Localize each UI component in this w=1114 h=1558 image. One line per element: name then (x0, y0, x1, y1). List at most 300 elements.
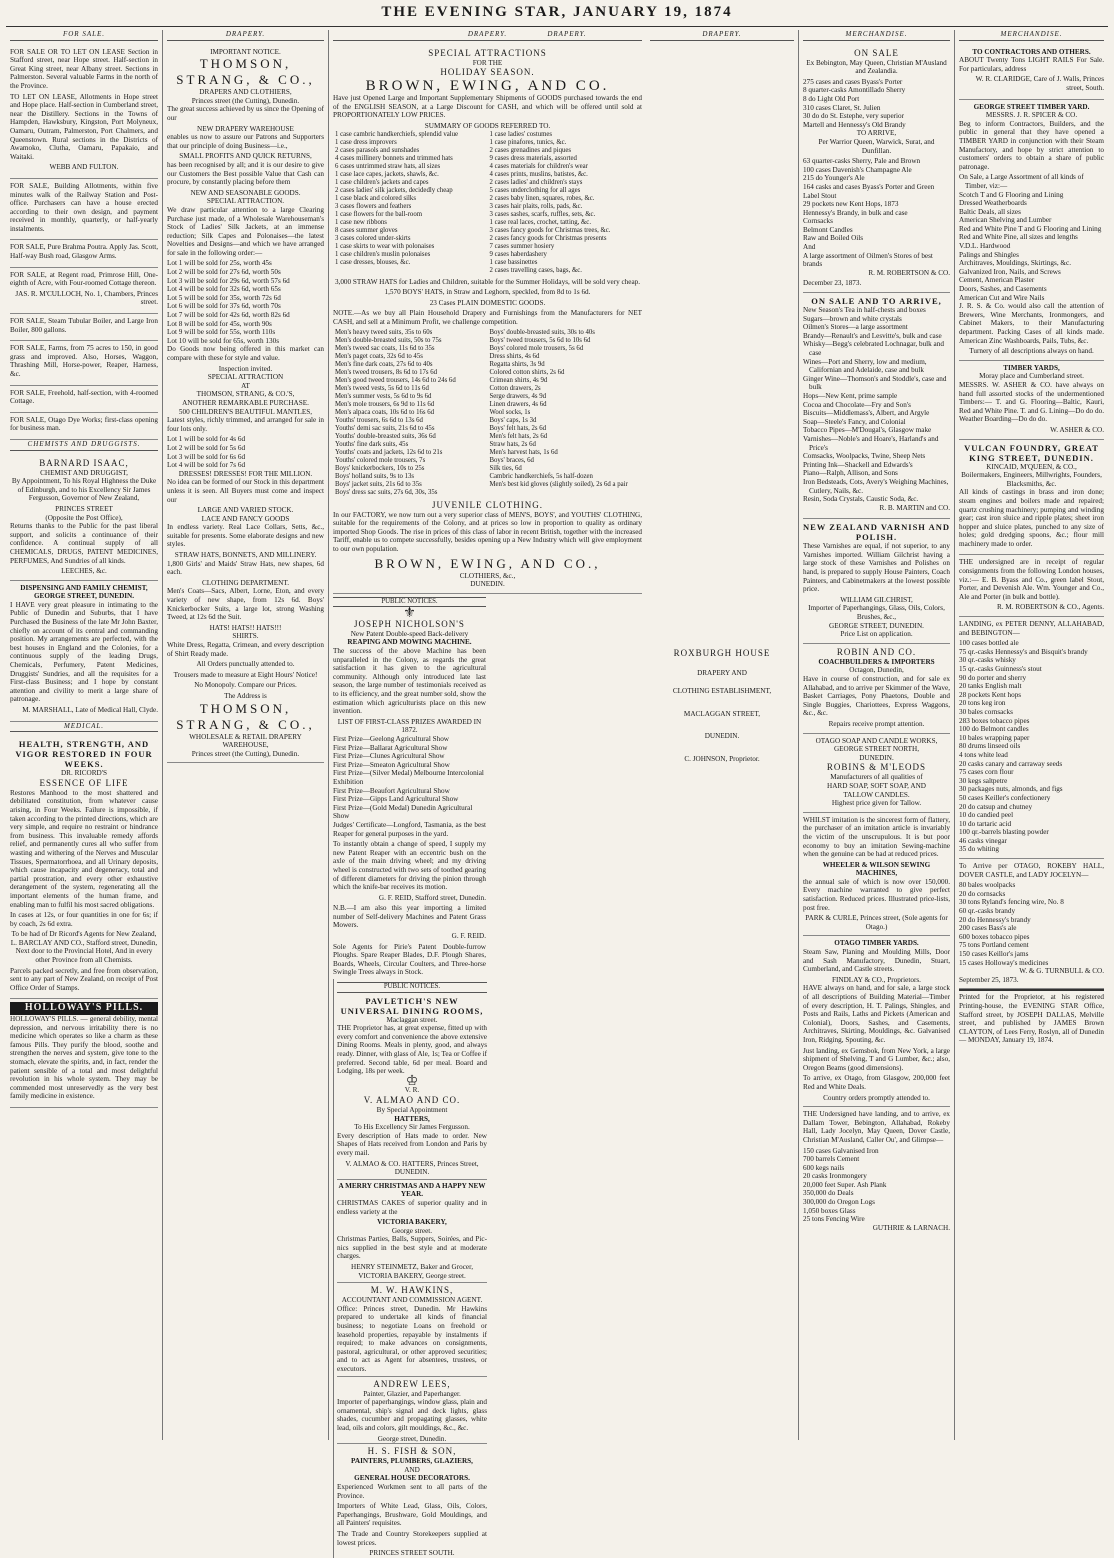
ad-text: New Patent Double-speed Back-delivery (350, 629, 469, 638)
ad-subheading: WILLIAM GILCHRIST, (840, 595, 913, 604)
list-item: 2 cases grenadines and piques (489, 146, 572, 154)
ad-text: FOR SALE, Freehold, half-section, with 4-roomed Cottage. (10, 388, 158, 406)
ad-text: Ex Bebington, May Queen, Christian M'Ausland and Zealandia. (806, 58, 947, 76)
list-item: 1 case cambric handkerchiefs, splendid value (335, 130, 459, 138)
list-item: Whisky—Begg's celebrated Lochnagar, bulk and case (803, 340, 944, 357)
list-item: 2 cases ladies' silk jackets, decidedly cheap (335, 186, 453, 194)
ad-text: Inspection invited. (218, 364, 273, 373)
ad-heading: A MERRY CHRISTMAS AND A HAPPY NEW YEAR. (337, 1179, 487, 1199)
list-item: 1 case flowers for the ball-room (335, 210, 423, 218)
ad-heading: BARNARD ISAAC, (39, 457, 129, 468)
ad-guthrie (803, 1107, 950, 1236)
ad-text: MESSRS. W. ASHER & CO. have always on hand full assorted stocks of the undermentioned Timbers:— T. and G. Flooring—Baltic, Kauri, Red and White Pine. T. and G. Lining—Do do do. Weather Boarding—Do do do. (959, 380, 1104, 424)
list-item: 80 drums linseed oils (959, 742, 1021, 751)
ad-heading: ANDREW LEES, (337, 1376, 487, 1390)
list-item: 4 cases materials for children's wear (489, 162, 588, 170)
ad-text: Have just Opened Large and Important Supplementary Shipments of GOODS purchased towards the end of the ENGLISH SEASON, at a Large Discount for CASH, and which will be offered until sold at PROPORTIONATELY LOW PRICES. (333, 94, 642, 120)
ad-text: Beg to inform Contractors, Builders, and the public in general that they have opened a TIMBER YARD in conjunction with their Steam Manufactory, and hope by strict attention to customers' orders to obtain a share of public patronage. (959, 119, 1104, 171)
ad-text: George street, Dunedin. (377, 1434, 447, 1443)
ad-text: Per Warrior Queen, Warwick, Surat, and Dunfillan. (818, 137, 935, 155)
ad-text: No Monopoly. Compare our Prices. (194, 681, 297, 690)
list-item: 20,000 feet Super. Ash Plank (803, 1180, 887, 1189)
ad-heading: SPECIAL ATTRACTIONS (428, 47, 547, 58)
column-head: DRAPERY. (650, 30, 794, 41)
ad-text: the annual sale of which is now over 150,000. Every machine warranted to give perfect satisfaction. Reduced prices. Illustrated price-lists, post free. (803, 877, 950, 912)
ad-subheading: THOMSON, STRANG, & CO.'S, (196, 390, 295, 399)
ad-subheading: SPECIAL ATTRACTION (207, 373, 284, 382)
ad-subheading: DUNEDIN. (704, 732, 740, 741)
list-item: Men's tweed trousers, 8s 6d to 17s 6d (335, 368, 438, 376)
list-item: Regatta shirts, 3s 9d (489, 360, 545, 368)
ad-robin (803, 644, 950, 734)
column-head: MERCHANDISE. (803, 30, 950, 41)
ad-subheading: GEORGE STREET NORTH, (833, 745, 920, 754)
ad-text: Maclaggan street. (386, 1015, 438, 1024)
ad-freehold (10, 386, 158, 413)
ad-subheading: REAPING AND MOWING MACHINE. (347, 638, 472, 647)
list-item: 1 case children's muslin polonaises (335, 250, 431, 258)
ad-text: Turnery of all descriptions always on hand. (969, 347, 1094, 356)
list-item: 15 cases Holloway's medicines (959, 958, 1049, 967)
ad-signature: W. & G. TURNBULL & CO. (1019, 967, 1104, 976)
list-item: Lot 4 will be sold for 32s 6d, worth 65s (167, 285, 281, 294)
lot-list (167, 435, 324, 469)
ad-text: J. R. S. & Co. would also call the attention of Brewers, Wine Merchants, Ironmongers, and Cabinet Makers, to their Manufacturing department. Packing Cases of all kinds made. American Zinc Washboards, Pails, Tubs, &c. (959, 302, 1104, 345)
ad-heading: DISPENSING AND FAMILY CHEMIST, GEORGE STREET, DUNEDIN. (20, 583, 148, 601)
list-item: 600 kegs nails (803, 1163, 845, 1172)
list-item: 75 tons Portland cement (959, 941, 1029, 950)
ad-subheading: GENERAL HOUSE DECORATORS. (354, 1474, 470, 1483)
list-item: Men's summer vests, 5s 6d to 9s 6d (335, 392, 432, 400)
list-item: 20 tanks English malt (959, 682, 1022, 691)
list-item: Men's fine dark coats, 27s 6d to 40s (335, 360, 433, 368)
ad-subheading: DRAPERS AND CLOTHIERS, (199, 88, 292, 97)
ad-subheading: PRINCES STREET SOUTH. (369, 1549, 455, 1558)
ad-signature: W. R. CLARIDGE, Care of J. Walls, Princes street, South. (975, 75, 1104, 92)
ad-text: We draw particular attention to a large Clearing Purchase just made, of a Wholesale Warehouseman's Stock of Ladies' Silk Jackets, at an immense reduction; Silk Capes and Polonaises—the latest Novelties and Designs—and which we have arranged for sale in the following order:— (167, 205, 324, 257)
ad-text: LANDING, ex PETER DENNY, ALLAHABAD, and BEBINGTON— (959, 620, 1104, 637)
ad-text: TO LET ON LEASE, Allotments in Hope street and Hope place. Half-section in Cumberland street, near the Distillery. Sections in the Towns of Hampden, Hawksbury, Kingston, Port Molyneux, Oamaru, Outram, Palmerston, Port Chalmers, and Queenstown. Rural sections in the Districts of Awamoko, Clutha, Oamaru, Papakaio, and Waitaki. (10, 92, 158, 161)
column-head: FOR SALE. (10, 30, 158, 41)
ad-text: Importer of Paperhangings, Glass, Oils, Colors, Brushes, &c., (808, 604, 945, 622)
ad-subheading: LIST OF FIRST-CLASS PRIZES AWARDED IN 1872. (337, 717, 482, 735)
ad-text: Returns thanks to the Public for the past liberal support, and solicits a continuance of their confidence. A continual supply of all CHEMICALS, DRUGS, PATENT MEDICINES, PERFUMES, And Sundries of all kinds. (10, 522, 158, 565)
list-item: 100 do Belmont candles (959, 725, 1029, 734)
ad-text: To instantly obtain a change of speed, I supply my new Patent Reaper with an eccentric bush on the axle of the main driving wheel; and my driving wheel is constructed with two sets of toothed gearing of different diameters for driving the pinion through which the knife-bar receives its motion. (333, 840, 486, 892)
list-item: 100 cases Davenish's Champagne Ale (803, 165, 912, 174)
list-item: Ginger Wine—Thomson's and Stoddle's, case and bulk (803, 374, 947, 392)
goods-right (488, 131, 643, 275)
list-item: American Cut and Wire Nails (959, 293, 1045, 302)
list-item: Youths' demi sac suits, 21s 6d to 45s (335, 424, 435, 432)
ad-signature: M. MARSHALL, Late of Medical Hall, Clyde. (22, 706, 158, 714)
list-item: Men's harvest hats, 1s 6d (489, 448, 558, 456)
ad-subheading: HARD SOAP, SOFT SOAP, AND (827, 781, 926, 790)
list-item: Hennessy's Brandy, in bulk and case (803, 208, 908, 217)
ad-subheading: SMALL PROFITS AND QUICK RETURNS, (179, 152, 312, 161)
column-head: MERCHANDISE. (959, 30, 1104, 41)
section-head: MEDICAL. (10, 722, 158, 733)
list-item: Boys' tweed trousers, 5s 6d to 10s 6d (489, 336, 591, 344)
column-5 (646, 30, 798, 1440)
list-item: Lot 10 will be sold for 65s, worth 130s (167, 336, 279, 345)
list-item: 283 boxes tobacco pipes (959, 716, 1030, 725)
list-item: 150 cases Keillor's jams (959, 950, 1029, 958)
ad-subheading: SUMMARY OF GOODS REFERRED TO. (424, 121, 551, 130)
list-item: Galvanized Iron, Nails, and Screws (959, 267, 1061, 276)
list-item: Lot 2 will be sold for 5s 6d (167, 443, 246, 452)
list-item: Linen drawers, 4s 6d (489, 400, 547, 408)
ad-text: 23 Cases PLAIN DOMESTIC GOODS. (429, 298, 546, 307)
list-item: Men's good tweed trousers, 14s 6d to 24s 6d (335, 376, 456, 384)
list-item: 1,050 boxes Glass (803, 1206, 856, 1215)
ad-text: Every description of Hats made to order. New Shapes of Hats received from London and Paris by every mail. (337, 1131, 487, 1157)
ad-heading: ESSENCE OF LIFE (39, 777, 129, 788)
ad-text: N.B.—I am also this year importing a limited number of Self-delivery Machines and Patent Grass Mowers. (333, 904, 486, 930)
list-item: Lot 9 will be sold for 55s, worth 110s (167, 328, 276, 337)
list-item: 20 do catsup and chutney (959, 802, 1033, 811)
list-item: Boys' holland suits, 9s to 13s (335, 472, 415, 480)
list-item: 9 cases haberdashery (489, 250, 547, 258)
list-item: V.D.L. Hardwood (959, 242, 1011, 251)
list-item: Iron Bedsteads, Cots, Avery's Weighing Machines, Cutlery, Nails, &c. (803, 477, 949, 495)
ad-text: 1,800 Girls' and Maids' Straw Hats, new shapes, 6d each. (167, 559, 324, 577)
list-item: Cambric handkerchiefs, 5s half-dozen (489, 472, 593, 480)
column-head: DRAPERY. (333, 30, 642, 41)
list-item: Printing Ink—Shackell and Edwards's (803, 460, 913, 469)
ad-text: THE Proprietor has, at great expense, fitted up with every comfort and convenience the above extensive Dining Rooms. Meals in plenty, good, and always ready. Dinner, with glass of Ale, 1s; Tea or Coffee if preferred. Second table, 6d per meal. Board and Lodging, 18s per week. (337, 1024, 487, 1076)
ad-text: Have in course of construction, and for sale ex Allahabad, and to arrive per Skimmer of the Wave, Basket Carriages, Pony Phaetons, Double and Single Buggies, Chariottees, Express Waggons, &c., &c. (803, 675, 950, 718)
ad-text: enables us now to assure our Patrons and Supporters that our principle of doing Business—i.e., (167, 133, 324, 150)
ad-subheading: DR. RICORD'S (60, 769, 108, 778)
ad-text: Boilermakers, Engineers, Millwrights, Founders, Blacksmiths, &c. (961, 471, 1102, 488)
list-item: Men's felt hats, 2s 6d (489, 432, 548, 440)
list-item: Serge drawers, 4s 9d (489, 392, 547, 400)
list-item: First Prize—Clunes Agricultural Show (333, 752, 445, 761)
ad-subheading: 500 CHILDREN'S BEAUTIFUL MANTLES, (178, 407, 313, 416)
list-item: 150 cases Galvanised Iron (803, 1146, 879, 1155)
list-item: Youths' double-breasted suits, 36s 6d (335, 432, 436, 440)
ad-heading: V. ALMAO AND CO. (363, 1094, 461, 1105)
ad-text: Office: Princes street, Dunedin. Mr Hawkins prepared to undertake all kinds of financial business; to negotiate Loans on freehold or leasehold properties, repayable by instalments if required; to make advances on consignments, pastoral, agricultural, or other approved securities; and to act as Agent for absentees, trustees, or executors. (337, 1304, 487, 1373)
ad-subheading: PRINCES STREET (55, 504, 113, 513)
column-head: DRAPERY. (167, 30, 324, 41)
ad-subheading: WHOLESALE & RETAIL DRAPERY WAREHOUSE, (189, 732, 302, 750)
list-item: Hops—New Kent, prime sample (803, 391, 898, 400)
ad-subheading: COACHBUILDERS & IMPORTERS (818, 657, 935, 666)
list-item: Youths' fine dark suits, 45s (335, 440, 409, 448)
ad-vulcan (959, 440, 1104, 556)
ad-text: In cases at 12s, or four quantities in one for 6s; if by coach, 2s 6d extra. (10, 911, 158, 928)
ad-text: HOLLOWAY'S PILLS. — general debility, mental depression, and nervous irritability there is no medicine which operates so like a charm as these famous Pills. They purify the blood, soothe and strengthen the nerves and system, give tone to the stomach, elevate the spirits, and, in fact, render the patient sensible of a total and most delightful revolution in his whole system. They may be commended most unreservedly as the very best family medicine in existence. (10, 1015, 158, 1101)
list-item: 600 boxes tobacco pipes (959, 932, 1030, 941)
ad-text: Importer of paperhangings, window glass, plain and ornamental, ship's signal and deck lights, glass shades, cucumber and propagating glasses, white lead, oils and colors, gilt mouldings, &c., &c. (337, 1398, 487, 1432)
list-item: Cocoa and Chocolate—Fry and Son's (803, 400, 911, 409)
ad-subheading: CHEMIST AND DRUGGIST, (40, 468, 128, 477)
ad-heading: OTAGO SOAP AND CANDLE WORKS, (815, 736, 938, 745)
list-item: 2 cases travelling cases, bags, &c. (489, 266, 582, 274)
ad-text: THE undersigned are in receipt of regular consignments from the following London houses, viz.:— E. B. Byass and Co., green label Stout, Porter, and Devenish Ale. Wm. Younger and Co., Ale and Porter (in bulk and bottle). (959, 558, 1104, 601)
list-item: 100 qr.-barrels blasting powder (959, 828, 1049, 837)
ad-heading: OTAGO TIMBER YARDS. (834, 939, 919, 948)
list-item: 20 casks Ironmongery (803, 1172, 867, 1181)
ad-subheading: TALLOW CANDLES. (843, 790, 910, 799)
ad-text: AT (241, 381, 250, 390)
column-2 (162, 30, 328, 1440)
list-item: Oilmen's Stores—a large assortment (803, 323, 908, 332)
list-item: 6 cases untrimmed straw hats, all sizes (335, 162, 441, 170)
ad-text: Christmas Parties, Balls, Suppers, Soirées, and Pic-nics supplied in the best style and at moderate charges. (337, 1235, 487, 1261)
list-item: Boys' felt hats, 2s 6d (489, 424, 547, 432)
ad-subheading: DRAPERY AND (697, 668, 747, 677)
list-item: Baltic Deals, all sizes (959, 207, 1021, 216)
ad-signature: W. ASHER & CO. (1050, 425, 1104, 434)
list-item: 75 cases corn flour (959, 768, 1014, 777)
ad-text: Country orders promptly attended to. (823, 1093, 930, 1102)
list-item: 200 cases Bass's ale (959, 924, 1017, 933)
ad-text: Importers of White Lead, Glass, Oils, Colors, Paperhangings, Brushware, Gold Mouldings, and all Painters' requisites. (337, 1502, 487, 1528)
ad-asher (959, 361, 1104, 440)
ad-subheading: SHIRTS. (232, 632, 259, 641)
table-row (333, 131, 642, 275)
imprint: Printed for the Proprietor, at his registered Printing-house, the EVENING STAR Office, Stafford street, by JOSEPH DALLAS, Melville street, and published by JAMES Brown CLAYTON, of Lees Ferry, Roslyn, all of Dunedin — MONDAY, January 19, 1874. (959, 989, 1104, 1045)
masthead-rule (6, 26, 1108, 27)
ad-text: Trousers made to measure at Eight Hours' Notice! (173, 670, 318, 679)
list-item: 1 case pinafores, tunics, &c. (489, 138, 567, 146)
list-item: Lot 3 will be sold for 6s 6d (167, 452, 246, 461)
ad-subheading: MESSRS. J. R. SPICER & CO. (985, 111, 1078, 120)
mens-right (488, 329, 643, 497)
list-item: 90 do porter and sherry (959, 673, 1027, 682)
ad-thomson (167, 45, 324, 764)
ad-text: Price List on application. (840, 630, 913, 639)
list-item: 1 case bassinettes (489, 258, 538, 266)
ad-heading: JOSEPH NICHOLSON'S (354, 618, 465, 629)
goods-table (333, 131, 642, 275)
ad-ricord (10, 736, 158, 999)
ad-signature: FINDLAY & CO., Proprietors. (832, 975, 921, 984)
ad-text: THE Undersigned have landing, and to arrive, ex Dallam Tower, Bebington, Allahabad, Rokeby Hall, Lady Jocelyn, May Queen, Dover Castle, Christian M'Ausland, Caller Ou', and Glimpse— (803, 1110, 950, 1144)
list-item: 30 packages nuts, almonds, and figs (959, 785, 1063, 794)
lot-list (167, 259, 324, 345)
list-item: 30 qr.-casks whisky (959, 656, 1016, 665)
ad-heading: JUVENILE CLOTHING. (432, 499, 543, 510)
mens-left (333, 329, 488, 497)
ad-heading: GEORGE STREET TIMBER YARD. (973, 102, 1090, 111)
ad-signature: JAS. R. M'CULLOCH, No. 1, Chambers, Princes street. (15, 289, 158, 307)
ad-signature: HENRY STEINMETZ, Baker and Grocer, VICTORIA BAKERY, George street. (351, 1263, 473, 1280)
list-item: 300,000 do Oregon Logs (803, 1198, 875, 1207)
ad-subheading: SPECIAL ATTRACTION. (206, 197, 285, 206)
list-item: Raw and Boiled Oils (803, 234, 864, 243)
ad-heading: M. W. HAWKINS, (337, 1282, 487, 1296)
list-item: 164 casks and cases Byass's Porter and Green Label Stout (803, 182, 935, 200)
list-item: 1 case dresses, blouses, &c. (335, 258, 411, 266)
ad-rails (959, 45, 1104, 100)
list-item: 2 cases fancy goods for Christmas presents (489, 234, 607, 242)
list-item: Men's tweed vests, 5s 6d to 11s 6d (335, 384, 429, 392)
ad-text: V. R. (404, 1086, 420, 1095)
list-item: 350,000 do Deals (803, 1189, 854, 1198)
list-item: 50 cases Keiller's confectionery (959, 793, 1051, 802)
ad-heading: HOLLOWAY'S PILLS. (10, 1002, 158, 1015)
ad-wheeler (803, 813, 950, 937)
ad-text: The success of the above Machine has been unparalleled in the Colony, as regards the great satisfaction it has given to the agricultural community. Although only introduced late last season, the large number of testimonials received as to its efficiency, and the great number sold, show the estimation which agriculturists place on this new invention. (333, 647, 486, 716)
ad-martin (803, 293, 950, 519)
ad-text: ABOUT Twenty Tons LIGHT RAILS For Sale. For particulars, address (959, 56, 1104, 73)
list-item: Lot 2 will be sold for 27s 6d, worth 50s (167, 268, 281, 277)
ad-text: DUNEDIN. (859, 753, 894, 762)
ad-text: All kinds of castings in brass and iron done; steam engines and boilers made and repaired; quartz crushing machinery; pumping and winding gear; cast iron sluice and ripple plates; sheet iron hopper and sluice plates, punched to any size of holes; gold dredging spoons, &c.; flour mill machinery made to order. (959, 488, 1104, 548)
list-item: 3 cases hair plaits, rolls, pads, &c. (489, 202, 583, 210)
public-notices-right (333, 979, 487, 1558)
list-item: 700 barrels Cement (803, 1155, 860, 1164)
ad-for-sale (10, 45, 158, 179)
list-item: First Prize—(Silver Medal) Melbourne Intercolonial Exhibition (333, 769, 484, 786)
ad-heading: TIMBER YARDS, (1003, 363, 1060, 372)
ad-boiler (10, 314, 158, 341)
ad-text: No idea can be formed of our Stock in this department unless it is seen. All Buyers must come and inspect our (167, 478, 324, 504)
ad-text: White Dress, Regatta, Crimean, and every description of Shirt Ready made. (167, 641, 324, 658)
list-item: Colored cotton shirts, 2s 6d (489, 368, 565, 376)
ad-text: FOR SALE, Otago Dye Works; first-class opening for business man. (10, 415, 158, 433)
ad-heading: ROBIN AND CO. (836, 646, 917, 657)
list-item: First Prize—Smeaton Agricultural Show (333, 760, 450, 769)
ad-signature: GUTHRIE & LARNACH. (872, 1223, 950, 1232)
ad-text: FOR SALE, Building Allotments, within five minutes walk of the Railway Station and Post-office. Purchasers can have a house erected according to their own design, and payment received in monthly, quarterly, or half-yearly instalments. (10, 181, 158, 233)
list-item: 10 do tartaric acid (959, 819, 1012, 828)
list-item: 1 case black and colored silks (335, 194, 416, 202)
ad-text: CHRISTMAS CAKES of superior quality and in endless variety at the (337, 1198, 487, 1216)
ad-subheading: HATS! HATS!! HATS!!! (209, 623, 282, 632)
column-1 (6, 30, 162, 1440)
list-item: Lot 1 will be sold for 4s 6d (167, 435, 246, 444)
list-item: Boys' double-breasted suits, 30s to 40s (489, 328, 595, 336)
ad-heading: THOMSON, STRANG, & CO., (176, 56, 315, 88)
list-item: 8 quarter-casks Amontillado Sherry (803, 86, 906, 95)
ad-farms (10, 341, 158, 385)
ad-brown-ewing (333, 45, 642, 594)
list-item: 275 cases and cases Byass's Porter (803, 77, 903, 86)
list-item: 3 cases flowers and feathers (335, 202, 412, 210)
list-item: Men's double-breasted suits, 50s to 75s (335, 336, 442, 344)
list-item: Biscuits—Middlemass's, Albert, and Argyle (803, 409, 930, 418)
ad-subheading: ANOTHER REMARKABLE PURCHASE. (182, 398, 309, 407)
list-item: Boys' dress sac suits, 27s 6d, 30s, 35s (335, 488, 438, 496)
ad-text: Repairs receive prompt attention. (828, 719, 925, 728)
ad-text: 1,570 BOYS' HATS, in Straw and Leghorn, speckled, from 8d to 1s 6d. (384, 288, 591, 297)
ad-text: The Address is (224, 691, 267, 700)
ad-subheading: NEW AND SEASONABLE GOODS. (190, 188, 301, 197)
list-item: 3 cases colored under-skirts (335, 234, 411, 242)
ad-text: LEECHES, &c. (61, 567, 107, 576)
list-item: Men's tweed sac coats, 11s 6d to 35s (335, 344, 435, 352)
list-item: 35 do whiting (959, 845, 999, 854)
crest-icon: ⚜ (403, 606, 416, 622)
ad-text: FOR SALE, Farms, from 75 acres to 150, in good grass and improved. Also, Horses, Waggon, Thrashing Mill, Horse-power, Reaper, Harness, &c. (10, 344, 158, 378)
list-item: 8 do Light Old Port (803, 94, 860, 103)
ad-signature: V. ALMAO & CO. HATTERS, Princes Street, DUNEDIN. (345, 1159, 479, 1177)
list-item: Comsacks, Woolpacks, Twine, Sheep Nets (803, 452, 926, 461)
ad-signature: G. F. REID. (451, 932, 486, 941)
list-item: First Prize—(Gold Medal) Dunedin Agricultural Show (333, 803, 473, 821)
list-item: First Prize—Geelong Agricultural Show (333, 735, 449, 743)
list-item: Youths' coats and jackets, 12s 6d to 21s (335, 448, 443, 456)
ad-heading: THOMSON, STRANG, & CO., (176, 700, 315, 732)
column-4-head (488, 30, 646, 43)
ad-text: Sole Agents for Pirie's Patent Double-furrow Ploughs. Spare Reaper Blades, D.F. Plough Shares, Boards, Wheels, Circular Coulters, and Three-horse Swingle Trees always in Stock. (333, 942, 486, 977)
list-item: 2 cases parasols and sunshades (335, 146, 420, 154)
ad-text: In endless variety. Real Lace Collars, Setts, &c., suitable for presents. Some elaborate designs and new styles. (167, 523, 324, 549)
ad-turnbull (959, 859, 1104, 989)
list-item: Scotch T and G Flooring and Lining (959, 190, 1064, 199)
ad-text: Princes street (the Cutting), Dunedin. (191, 749, 300, 758)
list-item: Youths' trousers, 6s 6d to 13s 6d (335, 416, 423, 424)
ad-signature: R. M. ROBERTSON & CO. (868, 268, 950, 277)
list-item: 20 do cornsacks (959, 889, 1006, 898)
list-item: Belmont Candles (803, 225, 853, 234)
ad-subheading: DUNEDIN. (470, 580, 505, 589)
ad-signature: C. JOHNSON, Proprietor. (684, 754, 760, 763)
ad-text: The Trade and Country Storekeepers supplied at lowest prices. (337, 1529, 487, 1547)
list-item: Tobacco Pipes—M'Dougal's, Glasgow make (803, 426, 932, 435)
list-item: Resin, Soda Crystals, Caustic Soda, &c. (803, 495, 919, 504)
list-item: 63 quarter-casks Sherry, Pale and Brown (803, 157, 921, 166)
list-item: Men's paget coats, 32s 6d to 45s (335, 352, 423, 360)
list-item: Boys' jacket suits, 21s 6d to 35s (335, 480, 422, 488)
list-item: Martell and Hennessy's Old Brandy (803, 120, 906, 129)
ad-subheading: CLOTHING DEPARTMENT. (201, 578, 289, 587)
ad-subheading: CLOTHING ESTABLISHMENT, (672, 687, 772, 696)
ad-subheading: IMPORTANT NOTICE. (210, 47, 281, 56)
ad-heading: BROWN, EWING, AND CO., (374, 555, 601, 571)
ad-text: By Appointment, To his Royal Highness the Duke of Edinburgh, and to his Excellency Sir James Fergusson, Governor of New Zealand, (11, 477, 157, 503)
column-7 (954, 30, 1108, 1440)
list-item: Men's alpaca coats, 10s 6d to 16s 6d (335, 408, 435, 416)
list-item: 29 pockets new Kent Hops, 1873 (803, 200, 899, 209)
ad-subheading: NEW DRAPERY WAREHOUSE (197, 124, 294, 133)
list-item: Lot 4 will be sold for 7s 6d (167, 461, 246, 470)
ad-subheading: MACLAGGAN STREET, (683, 709, 761, 718)
masthead: THE EVENING STAR, JANUARY 19, 1874 (381, 4, 733, 20)
list-item: Boys' caps, 1s 3d (489, 416, 537, 424)
list-item: 8 cases summer gloves (335, 226, 398, 234)
ad-landing (959, 617, 1104, 859)
list-item: 60 qr.-casks brandy (959, 907, 1016, 916)
ad-text: Manufacturers of all qualities of (830, 773, 923, 782)
ad-subheading: DRESSES! DRESSES! FOR THE MILLION. (178, 469, 313, 478)
list-item: 80 bales woolpacks (959, 881, 1016, 890)
ad-heading: VULCAN FOUNDRY, GREAT KING STREET, DUNEDIN. (964, 442, 1099, 463)
list-item: 1 case new ribbons (335, 218, 387, 226)
ad-brahma (10, 240, 158, 267)
list-item: Piano—Ralph, Allison, and Sons (803, 469, 898, 478)
ad-date: September 25, 1873. (959, 975, 1019, 984)
ad-text: Men's Coats—Sacs, Albert, Lorne, Eton, and every variety of new shape, from 12s 6d. Boys' Knickerbocker Suits, a large lot, strong Washing Tweed, at 12s 6d the Suit. (167, 587, 324, 622)
list-item: 4 cases prints, muslins, batistes, &c. (489, 170, 588, 178)
ad-subheading: LARGE AND VARIED STOCK. (197, 506, 294, 515)
list-item: Youths' colored mole trousers, 7s (335, 456, 426, 464)
ad-text: 3,000 STRAW HATS for Ladies and Children, suitable for the Summer Holidays, will be sold very cheap. (334, 277, 641, 286)
ad-text: The great success achieved by us since the Opening of our (167, 105, 324, 122)
list-item: Men's mole trousers, 6s 9d to 11s 6d (335, 400, 435, 408)
list-item: A large assortment of Oilmen's Stores of best brands (803, 251, 933, 269)
list-item: Boys' colored mole trousers, 5s 6d (489, 344, 584, 352)
list-item: 30 kegs saltpetre (959, 776, 1008, 785)
ad-text: Highest price given for Tallow. (831, 799, 922, 808)
list-item: Palings and Shingles (959, 250, 1019, 259)
ad-text: All Orders punctually attended to. (196, 660, 295, 669)
